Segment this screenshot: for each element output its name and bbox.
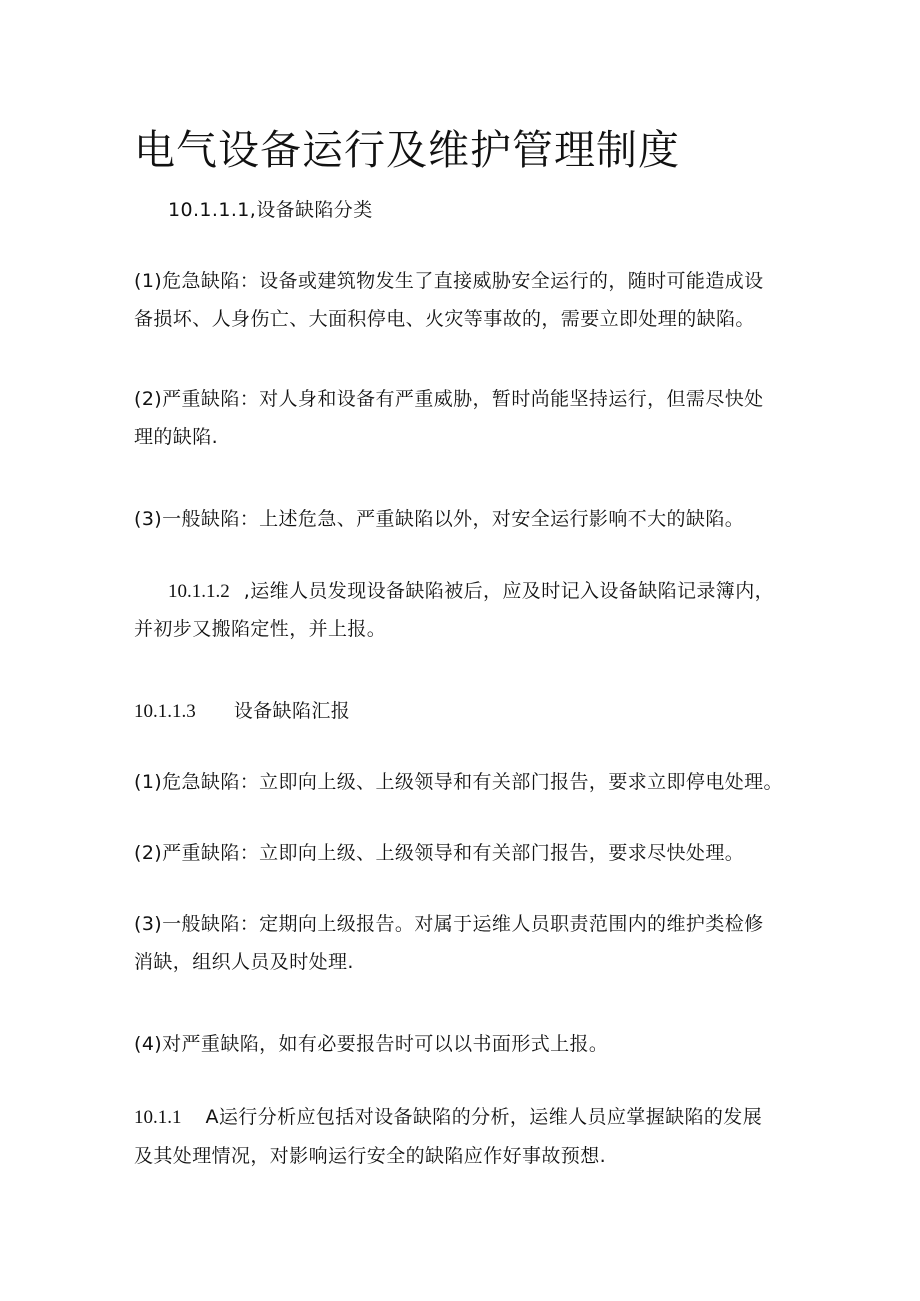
paragraph-10-1-1-2 [168,572,794,611]
section-number: 10.1.1 [134,1107,182,1128]
paragraph-line: 理的缺陷. [134,426,219,448]
paragraph-serious-defect [134,380,794,456]
paragraph-written-report [134,1025,794,1063]
paragraph-report-general [134,905,794,981]
section-heading-10-1-1-1 [168,191,794,229]
paragraph-line: 备损坏、人身伤亡、大面积停电、火灾等事故的，需要立即处理的缺陷。 [134,308,755,330]
paragraph-line: (2)严重缺陷：对人身和设备有严重威胁，暂时尚能坚持运行，但需尽快处 [134,388,764,410]
paragraph-critical-defect [134,262,794,338]
heading-text: 设备缺陷汇报 [233,700,351,722]
heading-line [134,692,794,731]
paragraph-line: (4)对严重缺陷，如有必要报告时可以以书面形式上报。 [134,1033,609,1055]
paragraph-report-critical [134,763,794,801]
paragraph-line: 消缺，组织人员及时处理. [134,951,354,973]
paragraph-10-1-1-analysis [134,1098,794,1175]
document-title: 电气设备运行及维护管理制度 [134,126,680,174]
section-text: A运行分析应包括对设备缺陷的分析，运维人员应掌握缺陷的发展 [205,1106,763,1128]
paragraph-line: 及其处理情况，对影响运行安全的缺陷应作好事故预想. [134,1145,607,1167]
section-number: 10.1.1.2 [168,581,230,602]
section-text: ,运维人员发现设备缺陷被后，应及时记入设备缺陷记录簿内， [243,580,774,602]
section-number: 10.1.1.3 [134,701,196,722]
paragraph-general-defect [134,500,794,538]
paragraph-line: (2)严重缺陷：立即向上级、上级领导和有关部门报告，要求尽快处理。 [134,842,745,864]
paragraph-line: (3)一般缺陷：定期向上级报告。对属于运维人员职责范围内的维护类检修 [134,913,764,935]
paragraph-line: (1)危急缺陷：设备或建筑物发生了直接威胁安全运行的，随时可能造成设 [134,270,764,292]
paragraph-line [168,572,794,611]
paragraph-line: (3)一般缺陷：上述危急、严重缺陷以外，对安全运行影响不大的缺陷。 [134,508,745,530]
paragraph-line: 并初步又搬陷定性，并上报。 [134,618,387,640]
paragraph-report-serious [134,834,794,872]
paragraph-line [134,1098,794,1137]
heading-text: 10.1.1.1,设备缺陷分类 [168,199,373,221]
paragraph-line: (1)危急缺陷：立即向上级、上级领导和有关部门报告，要求立即停电处理。 [134,771,783,793]
section-heading-10-1-1-3 [134,692,794,731]
paragraph-10-1-1-2-cont [134,610,794,648]
